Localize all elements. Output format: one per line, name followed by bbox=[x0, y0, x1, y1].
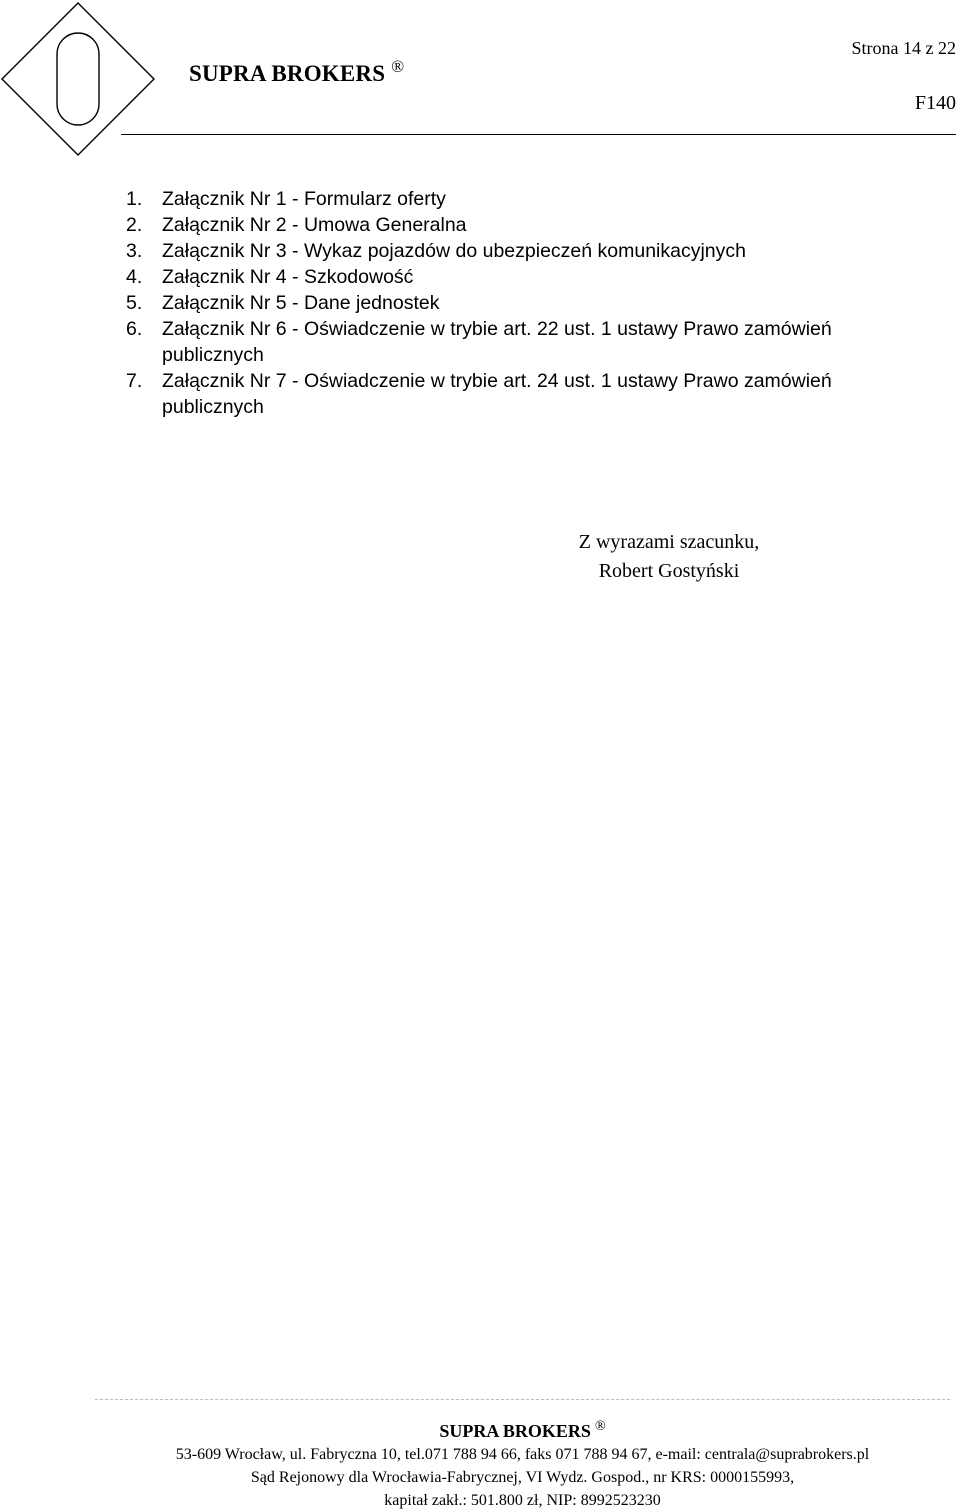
company-brand bbox=[189, 57, 404, 87]
supra-brokers-logo-icon bbox=[0, 0, 160, 160]
item-text: Załącznik Nr 3 - Wykaz pojazdów do ubezpieczeń komunikacyjnych bbox=[162, 240, 747, 262]
page-footer bbox=[95, 1415, 950, 1512]
item-text: Załącznik Nr 2 - Umowa Generalna bbox=[162, 214, 467, 236]
footer-registered-mark: ® bbox=[594, 1419, 606, 1434]
list-item bbox=[126, 264, 916, 290]
item-text: Załącznik Nr 5 - Dane jednostek bbox=[162, 292, 440, 314]
list-item bbox=[126, 290, 916, 316]
closing-greeting: Z wyrazami szacunku, bbox=[578, 531, 760, 553]
document-code: F140 bbox=[914, 92, 956, 114]
footer-capital: kapitał zakł.: 501.800 zł, NIP: 8992523230 bbox=[384, 1492, 661, 1509]
item-number: 3. bbox=[126, 240, 143, 262]
brand-name: SUPRA BROKERS bbox=[189, 61, 386, 86]
item-text: Załącznik Nr 7 - Oświadczenie w trybie art. 24 ust. 1 ustawy Prawo zamówień publicznych bbox=[162, 370, 832, 418]
item-text: Załącznik Nr 6 - Oświadczenie w trybie art. 22 ust. 1 ustawy Prawo zamówień publicznych bbox=[162, 318, 832, 366]
registered-mark: ® bbox=[391, 57, 405, 76]
item-number: 5. bbox=[126, 292, 143, 314]
list-item bbox=[126, 316, 916, 368]
footer-brand-name: SUPRA BROKERS bbox=[439, 1421, 591, 1441]
item-number: 7. bbox=[126, 370, 143, 392]
signatory-name: Robert Gostyński bbox=[598, 560, 740, 582]
footer-address: 53-609 Wrocław, ul. Fabryczna 10, tel.071 788 94 66, faks 071 788 94 67, e-mail: centrala@suprabrokers.pl bbox=[175, 1446, 870, 1463]
item-text: Załącznik Nr 4 - Szkodowość bbox=[162, 266, 414, 288]
footer-court-registration: Sąd Rejonowy dla Wrocławia-Fabrycznej, VI Wydz. Gospod., nr KRS: 0000155993, bbox=[250, 1469, 795, 1486]
footer-brand bbox=[95, 1415, 950, 1443]
item-number: 4. bbox=[126, 266, 143, 288]
closing-block bbox=[534, 528, 804, 586]
list-item bbox=[126, 212, 916, 238]
item-number: 6. bbox=[126, 318, 143, 340]
page-number: Strona 14 z 22 bbox=[851, 38, 956, 58]
item-text: Załącznik Nr 1 - Formularz oferty bbox=[162, 188, 446, 210]
item-number: 2. bbox=[126, 214, 143, 236]
list-item bbox=[126, 186, 916, 212]
list-item bbox=[126, 368, 916, 420]
list-item bbox=[126, 238, 916, 264]
header-divider bbox=[121, 134, 956, 135]
item-number: 1. bbox=[126, 188, 143, 210]
footer-divider bbox=[95, 1399, 950, 1400]
attachments-list bbox=[126, 186, 916, 420]
